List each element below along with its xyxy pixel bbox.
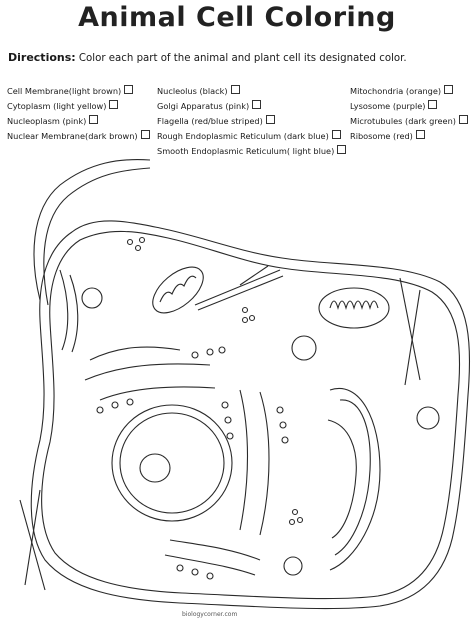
legend-label: Flagella (red/blue striped) xyxy=(157,116,263,126)
nuclear-membrane xyxy=(112,405,232,521)
lysosome xyxy=(284,557,302,575)
legend-label: Mitochondria (orange) xyxy=(350,86,442,96)
legend-label: Golgi Apparatus (pink) xyxy=(157,101,250,111)
nucleolus xyxy=(140,454,170,482)
flagellum xyxy=(44,168,150,305)
legend-label: Nuclear Membrane(dark brown) xyxy=(7,131,138,141)
directions-label: Directions: xyxy=(8,51,76,64)
page-title: Animal Cell Coloring xyxy=(78,2,396,33)
legend-label: Nucleoplasm (pink) xyxy=(7,116,87,126)
footer-credit: biologycorner.com xyxy=(182,611,238,618)
legend-label: Lysosome (purple) xyxy=(350,101,426,111)
cell-membrane xyxy=(31,221,469,609)
legend-label: Cytoplasm (light yellow) xyxy=(7,101,107,111)
lysosome xyxy=(417,407,439,429)
golgi-apparatus xyxy=(328,388,380,570)
cell-membrane-inner xyxy=(42,231,460,598)
legend-label: Rough Endoplasmic Reticulum (dark blue) xyxy=(157,131,329,141)
nucleoplasm xyxy=(120,413,224,513)
legend-label: Smooth Endoplasmic Reticulum( light blue) xyxy=(157,146,335,156)
rough-endoplasmic-reticulum xyxy=(85,347,269,575)
lysosome xyxy=(82,288,102,308)
smooth-endoplasmic-reticulum xyxy=(60,270,78,352)
mitochondrion xyxy=(145,258,212,321)
directions-text: Color each part of the animal and plant cell its designated color. xyxy=(78,53,407,64)
legend-label: Nucleolus (black) xyxy=(157,86,228,96)
legend-label: Microtubules (dark green) xyxy=(350,116,456,126)
lysosome xyxy=(292,336,316,360)
legend-label: Ribosome (red) xyxy=(350,131,413,141)
mitochondrion xyxy=(319,288,389,328)
legend-label: Cell Membrane(light brown) xyxy=(7,86,122,96)
microtubules xyxy=(400,278,420,385)
microtubules xyxy=(195,266,283,310)
